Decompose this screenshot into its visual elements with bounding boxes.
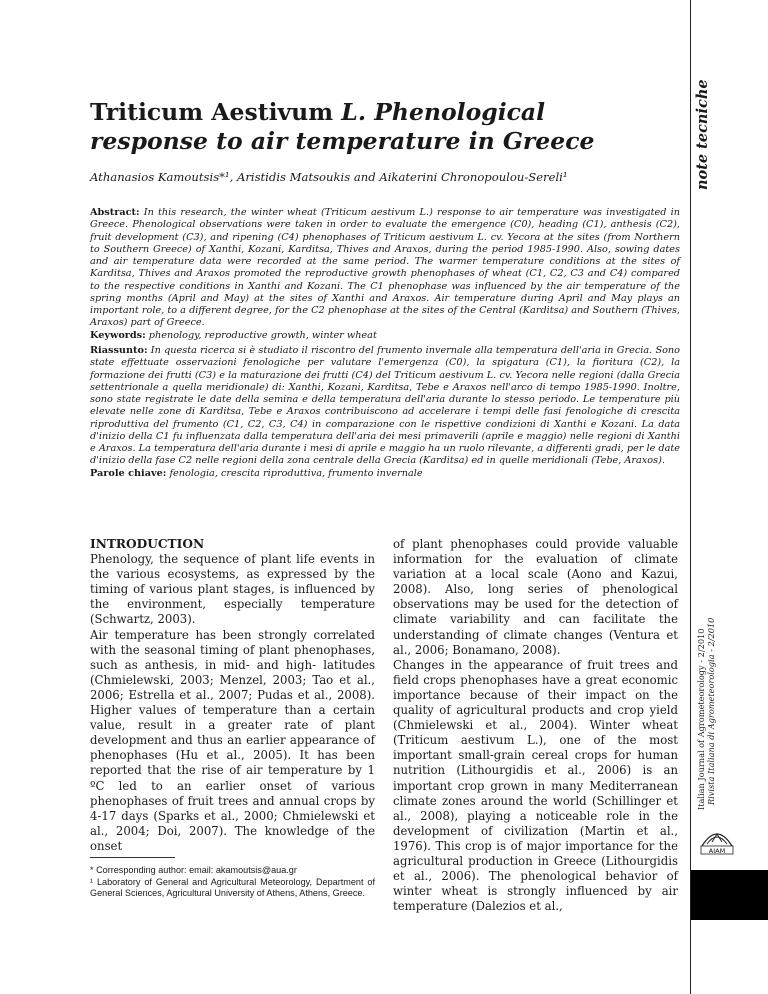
section-label [694,40,711,190]
logo-text: AIAM [708,847,726,855]
journal-it: Rivista Italiana di Agrometeorologia - 2/2010 [706,617,716,805]
parole-chiave [90,468,680,480]
left-paragraph-1: Phenology, the sequence of plant life events in the various ecosystems, as expressed by the timing of various plant stages, is influenced by the environment, especially temperature (Schwartz, 2003). [90,552,375,627]
title-rest: Phenological response to air temperature in Greece [90,98,595,155]
footnote-affiliation: ¹ Laboratory of General and Agricultural Meteorology, Department of General Sciences, Agricultural University of Athens, Athens, Greece. [90,876,375,899]
riassunto [90,345,680,480]
left-column [90,537,375,854]
riassunto-text: In questa ricerca si è studiato il riscontro del frumento invernale alla temperatura dell'aria in Grecia. Sono state effettuate osservazioni fenologiche per valutare l'emergenza (C0), la spigatura (C1), la fioritura (C2), la formazione dei frutti (C3) e la maturazione dei frutti (C4) del Triticum aestivum L. cv. Yecora nelle regioni (dalla Grecia settentrionale a quella meridionale) di: Xanthi, Kozani, Karditsa, Tebe e Araxos nell'arco di tempo 1985-1990. Inoltre, sono state registrate le date della semina e della temperatura dell'aria durante lo stesso periodo. Le temperature più elevate nelle zone di Karditsa, Tebe e Araxos contribuiscono ad accelerare i tempi delle fasi fenologiche di crescita riproduttiva del frumento (C1, C2, C3, C4) in comparazione con le rispettive condizioni di Xanthi e Kozani. La data d'inizio della C1 fu influenzata dalla temperatura dell'aria dei mesi primaverili (aprile e maggio) nelle regioni di Xanthi e Araxos. La temperatura dell'aria durante i mesi di aprile e maggio ha un ruolo rilevante, a differenti gradi, per le date d'inizio della fase C2 nelle regioni della zona centrale della Grecia (Karditsa) ed in quelle meridionali (Tebe, Araxos). [90,345,680,467]
footnote-rule [90,857,175,858]
keywords-text: phenology, reproductive growth, winter wheat [145,329,377,341]
margin-rule [690,0,691,994]
intro-heading: INTRODUCTION [90,537,205,551]
journal-en: Italian Journal of Agrometeorology - 2/2010 [696,628,706,810]
page-number: 51 [713,895,727,910]
abstract-text: In this research, the winter wheat (Triticum aestivum L.) response to air temperature was investigated in Greece. Phenological observations were taken in order to evaluate the emergence (C0), heading (C1), anthesis (C2), fruit development (C3), and ripening (C4) phenophases of Triticum aestivum L. cv. Yecora at the sites (from Northern to Southern Greece) of Xanthi, Kozani, Karditsa, Thives and Araxos, during the period 1985-1990. Also, sowing dates and air temperature data were recorded at the same period. The warmer temperature conditions at the sites of Karditsa, Thives and Araxos promoted the reproductive growth phenophases of wheat (C1, C2, C3 and C4) compared to the respective conditions in Xanthi and Kozani. The C1 phenophase was influenced by the air temperature of the spring months (April and May) at the sites of Xanthi and Araxos. Air temperature during April and May plays an important role, to a different degree, for the C2 phenophase at the sites of the Central (Karditsa) and Southern (Thives, Araxos) part of Greece. [90,207,680,329]
left-paragraph-2: Air temperature has been strongly correlated with the seasonal timing of plant phenophases, such as anthesis, in mid- and high- latitudes (Chmielewski, 2003; Menzel, 2003; Tao et al., 2006; Estrella et al., 2007; Pudas et al., 2008). Higher values of temperature than a certain value, result in a greater rate of plant development and thus an earlier appearance of phenophases (Hu et al., 2005). It has been reported that the rise of air temperature by 1 ºC led to an earlier onset of various phenophases of fruit trees and annual crops by 4-17 days (Sparks et al., 2000; Chmielewski et al., 2004; Doi, 2007). The knowledge of the onset [90,627,375,853]
abstract-label: Abstract: [90,207,140,218]
right-paragraph-1: of plant phenophases could provide valuable information for the evaluation of climate variation at a local scale (Aono and Kazui, 2008). Also, long series of phenological observations may be used for the detection of climate variability and can facilitate the understanding of climate changes (Ventura et al., 2006; Bonamano, 2008). [393,537,678,657]
title-main: Triticum Aestivum [90,98,342,126]
authors: Athanasios Kamoutsis*¹, Aristidis Matsoukis and Aikaterini Chronopoulou-Sereli¹ [90,170,568,184]
right-column [393,537,678,914]
parole-label: Parole chiave: [90,467,167,479]
journal-side-text [696,570,716,810]
title-italic: L. [341,98,367,126]
keywords [90,330,680,342]
right-paragraph-2: Changes in the appearance of fruit trees and field crops phenophases have a great economic importance because of their impact on the quality of agricultural products and crop yield (Chmielewski et al., 2004). Winter wheat (Triticum aestivum L.), one of the most important small-grain cereal crops for human nutrition (Lithourgidis et al., 2006) is an important crop grown in many Mediterranean climate zones around the world (Schillinger et al., 2008), playing a noticeable role in the development of civilization (Martin et al., 1976). This crop is of major importance for the agricultural production in Greece (Lithourgidis et al., 2006). The phenological behavior of winter wheat is strongly influenced by air temperature (Dalezios et al., [393,657,678,914]
footnotes [90,865,375,900]
section-label-text: note tecniche [694,79,711,190]
footnote-corresponding: * Corresponding author: email: akamoutsis@aua.gr [90,865,297,875]
abstract [90,207,680,342]
keywords-label: Keywords: [90,329,146,341]
riassunto-label: Riassunto: [90,345,148,356]
parole-text: fenologia, crescita riproduttiva, frumento invernale [166,467,423,479]
aiam-logo [698,820,736,856]
paper-title [90,98,650,156]
